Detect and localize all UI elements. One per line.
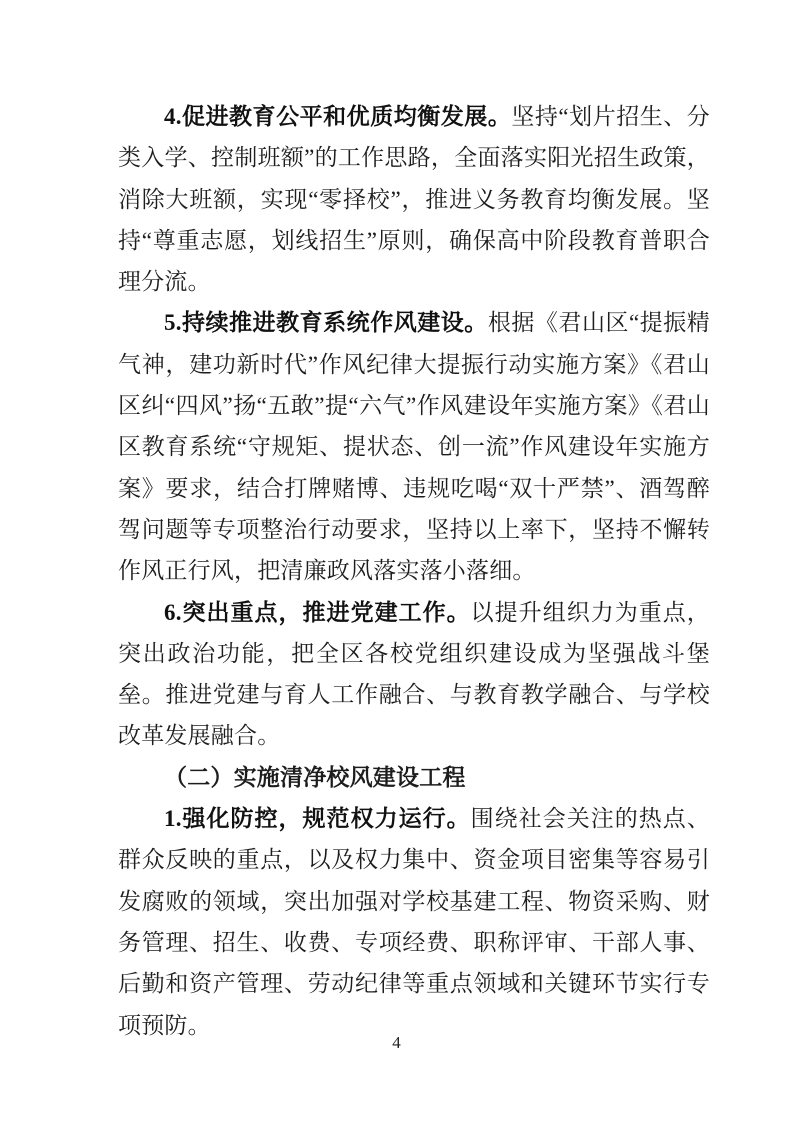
paragraph-lead: 1.强化防控，规范权力运行。 [164,806,471,832]
paragraph-lead: 6.突出重点，推进党建工作。 [164,599,471,625]
section-heading-text: （二）实施清净校风建设工程 [164,764,466,790]
paragraph-body: 围绕社会关注的热点、群众反映的重点，以及权力集中、资金项目密集等容易引发腐败的领域，突出加强对学校基建工程、物资采购、财务管理、招生、收费、专项经费、职称评审、干部人事、后勤和资产管理、劳动纪律等重点领域和关键环节实行专项预防。 [118,806,710,1038]
paragraph-lead: 5.持续推进教育系统作风建设。 [164,310,488,336]
paragraph-lead: 4.促进教育公平和优质均衡发展。 [164,104,512,129]
paragraph-body: 坚持“划片招生、分类入学、控制班额”的工作思路，全面落实阳光招生政策，消除大班额，实现“零择校”，推进义务教育均衡发展。坚持“尊重志愿，划线招生”原则，确保高中阶段教育普职合理分流。 [118,104,711,295]
section-heading [118,757,710,798]
paragraph-item-5 [118,302,710,591]
paragraph-item-4 [118,96,710,302]
page-number: 4 [392,1033,401,1052]
paragraph-body: 根据《君山区“提振精气神，建功新时代”作风纪律大提振行动实施方案》《君山区纠“四风”扬“五敢”提“六气”作风建设年实施方案》《君山区教育系统“守规矩、提状态、创一流”作风建设年实施方案》要求，结合打牌赌博、违规吃喝“双十严禁”、酒驾醉驾问题等专项整治行动要求，坚持以上率下，坚持不懈转作风正行风，把清廉政风落实落小落细。 [118,310,710,584]
document-body [118,96,710,1046]
paragraph-item-6 [118,592,710,757]
paragraph-body: 以提升组织力为重点，突出政治功能，把全区各校党组织建设成为坚强战斗堡垒。推进党建与育人工作融合、与教育教学融合、与学校改革发展融合。 [118,599,710,749]
paragraph-item-1 [118,798,710,1046]
